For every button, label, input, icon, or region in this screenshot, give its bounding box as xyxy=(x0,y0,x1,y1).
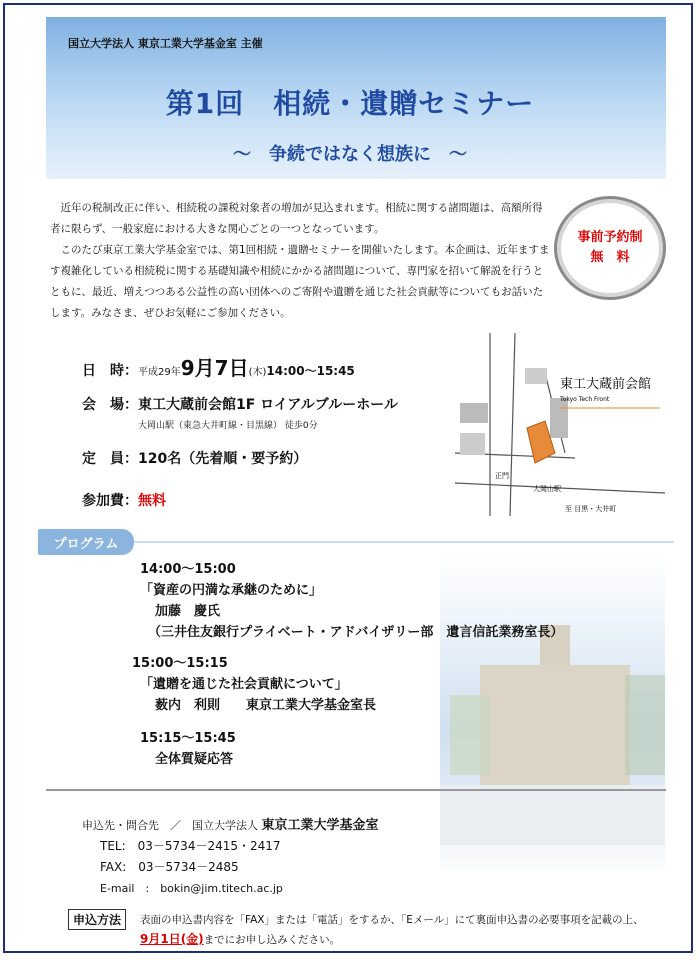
campus-building-illustration xyxy=(440,555,665,875)
campus-photo xyxy=(440,555,665,875)
capacity-value: 120名（先着順・要予約） xyxy=(138,451,308,467)
page-subtitle: ～ 争続ではなく想族に ～ xyxy=(233,144,467,165)
trees-right xyxy=(625,675,665,775)
contact-label: 申込先・問合先 ／ 国立大学法人 xyxy=(82,819,258,832)
contact-fax: FAX: 03－5734－2485 xyxy=(100,860,239,874)
apply-method-text xyxy=(140,911,680,950)
map-station-label: 大岡山駅 xyxy=(533,485,561,493)
apply-deadline: 9月1日(金) xyxy=(140,932,204,946)
intro-paragraph-1: 近年の税制改正に伴い、相続税の課税対象者の増加が見込まれます。相続に関する諸問題は、高額所得者に限らず、一般家庭における大きな関心ごとの一つとなっています。 xyxy=(50,202,543,235)
date-era: 平成29年 xyxy=(138,367,181,378)
map-label-en: Tokyo Tech Front xyxy=(560,396,610,403)
program-tab: プログラム xyxy=(38,529,134,555)
reservation-badge xyxy=(554,196,666,300)
contact-tel: TEL: 03－5734－2415・2417 xyxy=(100,839,281,853)
session-1-speaker: 加藤 慶氏 xyxy=(155,604,221,619)
map-building-3 xyxy=(525,368,547,384)
badge-line-2: 無 料 xyxy=(590,250,630,265)
ground xyxy=(440,785,665,845)
capacity-row xyxy=(82,448,307,468)
apply-method-label: 申込方法 xyxy=(68,909,126,930)
fee-label: 参加費： xyxy=(82,493,138,509)
program-divider xyxy=(134,541,674,543)
date-row xyxy=(82,352,355,381)
venue-name: 東工大蔵前会館1F ロイアルブルーホール xyxy=(138,397,398,413)
session-1-affiliation: （三井住友銀行プライベート・アドバイザリー部 遺言信託業務室長） xyxy=(148,625,564,640)
capacity-label: 定 員： xyxy=(82,451,138,467)
session-3-time: 15:15～15:45 xyxy=(140,731,236,746)
venue-label: 会 場： xyxy=(82,397,138,413)
session-1-time: 14:00～15:00 xyxy=(140,562,236,577)
access-text: 大岡山駅（東急大井町線・目黒線） 徒歩0分 xyxy=(138,421,318,431)
date-main: 9月7日 xyxy=(180,356,249,380)
intro-text xyxy=(50,198,550,324)
section-divider xyxy=(46,789,666,791)
map-building-1 xyxy=(460,403,488,423)
date-dow: (木) xyxy=(248,367,267,378)
session-1-title: 「資産の円満な承継のために」 xyxy=(140,583,323,598)
contact-org: 東京工業大学基金室 xyxy=(261,818,379,833)
date-time: 14:00～15:45 xyxy=(266,364,355,378)
map-building-2 xyxy=(460,433,485,455)
apply-instructions: 表面の申込書内容を「FAX」または「電話」をするか、「Eメール」にて裏面申込書の必要事項を記載の上、 xyxy=(140,914,644,926)
intro-paragraph-2: このたび東京工業大学基金室では、第1回相続・遺贈セミナーを開催いたします。本企画は、近年ますます複雑化している相続税に関する基礎知識や相続にかかる諸問題について、専門家を招いて解説を行うとともに、最近、増えつつある公益性の高い団体へのご寄附や遺贈を通じた社会貢献等についてもお話いたします。みなさま、ぜひお気軽にご参加ください。 xyxy=(50,244,550,319)
venue-map xyxy=(455,333,665,516)
session-2-title: 「遺贈を通じた社会貢献について」 xyxy=(140,677,348,692)
map-label-jp: 東工大蔵前会館 xyxy=(560,377,652,392)
fee-row xyxy=(82,490,166,510)
venue-row xyxy=(82,394,398,414)
badge-line-1: 事前予約制 xyxy=(577,230,643,245)
organizer-text: 国立大学法人 東京工業大学基金室 主催 xyxy=(68,37,263,50)
contact-header xyxy=(82,814,379,833)
map-building-4 xyxy=(550,398,568,438)
session-3-title: 全体質疑応答 xyxy=(155,752,234,767)
trees-left xyxy=(450,695,490,775)
fee-value: 無料 xyxy=(138,493,166,509)
map-line-label: 至 目黒・大井町 xyxy=(565,505,617,513)
page-title: 第1回 相続・遺贈セミナー xyxy=(165,87,535,120)
session-2-speaker: 薮内 利則 東京工業大学基金室長 xyxy=(155,698,377,713)
session-2-time: 15:00～15:15 xyxy=(132,656,228,671)
contact-email[interactable]: E-mail : bokin@jim.titech.ac.jp xyxy=(100,882,283,895)
apply-tail: までにお申し込みください。 xyxy=(203,934,341,946)
date-label: 日 時： xyxy=(82,363,138,379)
main-building xyxy=(480,665,630,785)
map-gate-label: 正門 xyxy=(495,472,509,480)
